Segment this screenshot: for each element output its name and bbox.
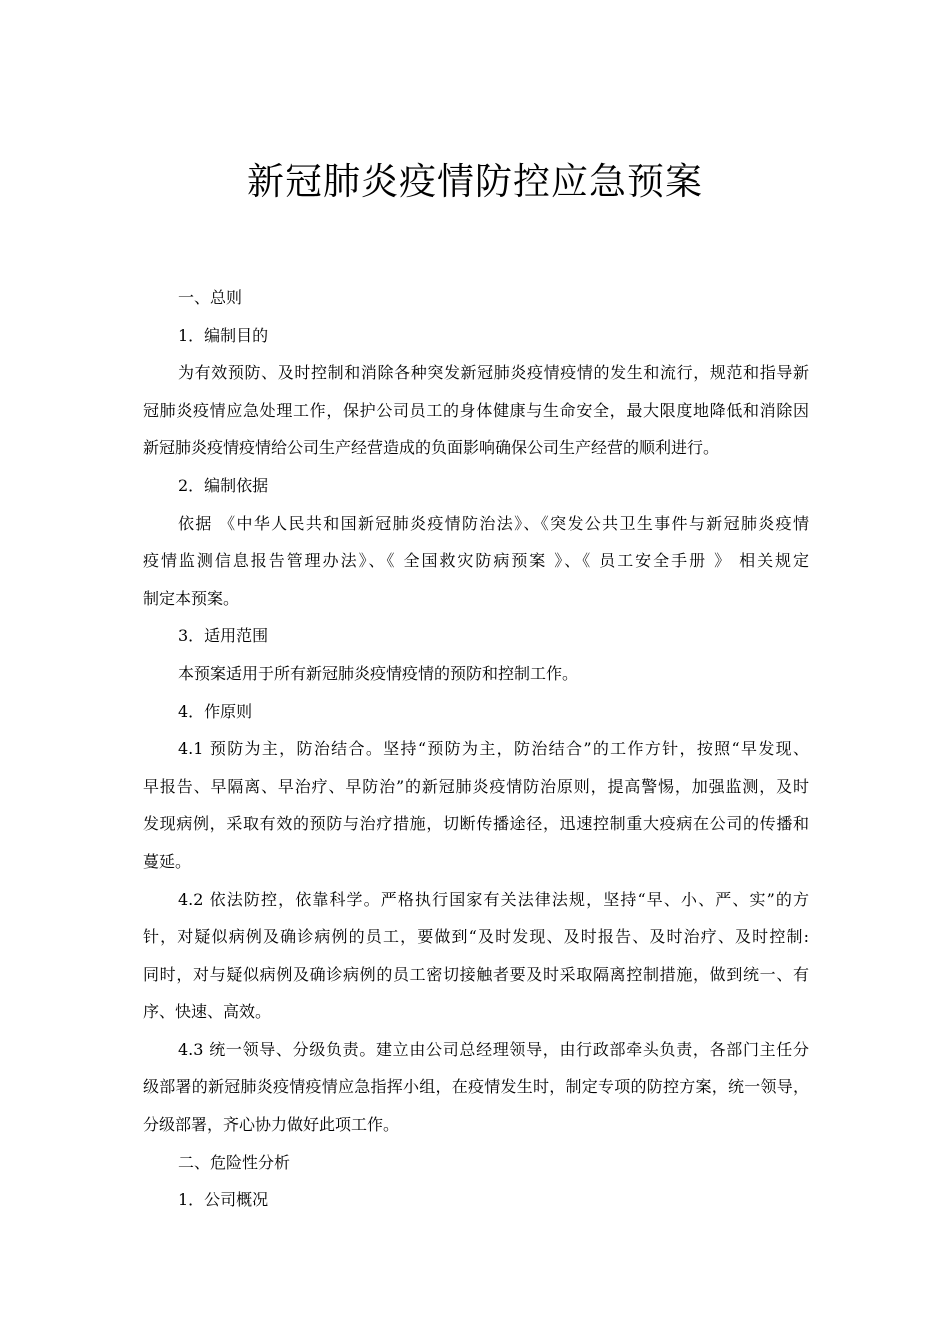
text-line: 一、总则 (178, 288, 243, 307)
text-line: 序、快速、高效。 (143, 1002, 272, 1022)
section-heading-risk-analysis (143, 1144, 809, 1182)
text-line: 发现病例，采取有效的预防与治疗措施，切断传播途径，迅速控制重大疫病在公司的传播和 (143, 814, 809, 834)
document-body (143, 279, 809, 1219)
text-line: 早报告、早隔离、早治疗、早防治”的新冠肺炎疫情防治原则，提高警惕，加强监测，及时 (143, 776, 809, 796)
subheading-company-overview (143, 1181, 809, 1219)
text-line: 疫情监测信息报告管理办法》、《 全国救灾防病预案 》、《 员工安全手册 》 相关规定 (143, 551, 809, 571)
text-line: 1．公司概况 (178, 1190, 269, 1210)
text-line: 蔓延。 (143, 851, 192, 871)
text-line: 4.3 统一领导、分级负责。建立由公司总经理领导，由行政部牵头负责，各部门主任分 (178, 1039, 809, 1059)
text-line: 4.1 预防为主，防治结合。坚持“预防为主，防治结合”的工作方针，按照“早发现、 (178, 739, 809, 759)
text-line: 本预案适用于所有新冠肺炎疫情疫情的预防和控制工作。 (178, 663, 579, 683)
subheading-scope (143, 617, 809, 655)
text-line: 制定本预案。 (143, 588, 240, 608)
paragraph-basis (143, 505, 809, 618)
section-heading-general (143, 279, 809, 317)
text-line: 3．适用范围 (178, 626, 269, 646)
text-line: 4．作原则 (178, 701, 253, 721)
text-line: 为有效预防、及时控制和消除各种突发新冠肺炎疫情疫情的发生和流行，规范和指导新 (178, 363, 809, 383)
text-line: 新冠肺炎疫情疫情给公司生产经营造成的负面影响确保公司生产经营的顺利进行。 (143, 438, 720, 458)
text-line: 分级部署，齐心协力做好此项工作。 (143, 1115, 400, 1135)
document-title: 新冠肺炎疫情防控应急预案 (247, 160, 703, 203)
subheading-basis (143, 467, 809, 505)
text-line: 针，对疑似病例及确诊病例的员工，要做到“及时发现、及时报告、及时治疗、及时控制: (143, 927, 809, 947)
subheading-purpose (143, 317, 809, 355)
paragraph-principle-4-1 (143, 730, 809, 880)
paragraph-principle-4-3 (143, 1031, 809, 1144)
text-line: 冠肺炎疫情应急处理工作，保护公司员工的身体健康与生命安全，最大限度地降低和消除因 (143, 400, 809, 420)
text-line: 1．编制目的 (178, 325, 269, 345)
text-line: 依据 《中华人民共和国新冠肺炎疫情防治法》、《突发公共卫生事件与新冠肺炎疫情 (178, 513, 809, 533)
text-line: 2．编制依据 (178, 475, 269, 495)
text-line: 4.2 依法防控，依靠科学。严格执行国家有关法律法规，坚持“早、小、严、实”的方 (178, 889, 809, 909)
paragraph-scope (143, 655, 809, 693)
text-line: 同时，对与疑似病例及确诊病例的员工密切接触者要及时采取隔离控制措施，做到统一、有 (143, 964, 809, 984)
text-line: 级部署的新冠肺炎疫情疫情应急指挥小组，在疫情发生时，制定专项的防控方案，统一领导， (143, 1077, 809, 1097)
subheading-principles (143, 693, 809, 731)
text-line: 二、危险性分析 (178, 1152, 291, 1172)
paragraph-principle-4-2 (143, 881, 809, 1031)
paragraph-purpose (143, 354, 809, 467)
